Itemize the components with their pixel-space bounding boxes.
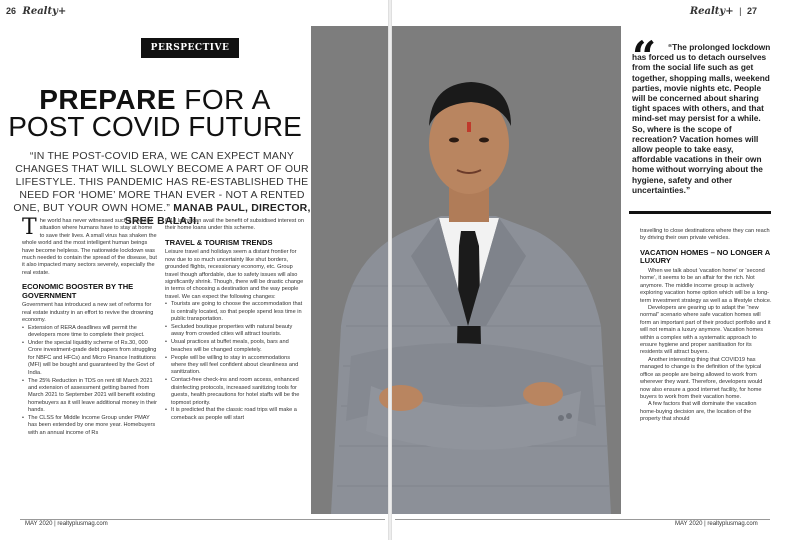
- vacation-paragraph-3: Another interesting thing that COVID19 has managed to change is the definition of the typical office as people are being allowed to work from wherever they want. Therefore, developers would now also ensure a good internet facility, for home buyers to work from their vacation home.: [640, 356, 763, 400]
- pull-quote-block: [632, 32, 772, 195]
- vacation-paragraph-4: A few factors that will dominate the vacation home-buying decision are, the location of the property that should: [640, 401, 757, 423]
- right-page-header: [690, 6, 757, 17]
- list-item: • Under the special liquidity scheme of Rs.30, 000 Crore investment-grade debt papers from struggling for NBFC and HFCs) and Micro Finance Institutions (MFI) will be bought and guaranteed by the Govt of India.: [22, 340, 158, 377]
- travel-paragraph: Leisure travel and holidays seem a distant frontier for now due to so much uncertainty like shut borders, grounded flights, recessionary economy, etc. Group travel though affordable, due to safety issues will also significantly shrink. Though, there will be drastic change in terms of choosing a destination and the way people travel. We can expect the following changes:: [165, 249, 304, 300]
- article-column-3: [640, 228, 772, 424]
- continued-paragraph-right: travelling to close destinations where they can reach by driving their own private vehicles.: [640, 228, 770, 242]
- left-footer-text: MAY 2020 | realtyplusmag.com: [25, 521, 108, 527]
- intro-paragraph: he world has never witnessed such a peculiar situation where humans have to stay at home to save their lives. A small virus has shaken the whole world and the most intelligent human beings have become helpless. The nationwide lockdown was much needed to contain the spread of the disease, but it also impacted many sectors severely, especially the real estate.: [22, 218, 157, 276]
- title-bold-word: PREPARE: [39, 84, 176, 115]
- left-brand-logo: Realty+: [22, 6, 67, 17]
- right-page-number: 27: [746, 6, 757, 16]
- section-banner: PERSPECTIVE: [141, 38, 239, 58]
- list-item: • Secluded boutique properties with natural beauty away from crowded cities will attract tourists.: [165, 324, 305, 339]
- left-page-header: [6, 6, 66, 17]
- lead-quote: [12, 150, 312, 228]
- right-footer-text: MAY 2020 | realtyplusmag.com: [675, 521, 758, 527]
- left-page-number: 26: [6, 6, 17, 16]
- portrait-illustration: [311, 26, 621, 514]
- continued-paragraph: 6-18 lakhs can avail the benefit of subsidised interest on their home loans under this scheme.: [165, 218, 304, 232]
- economic-paragraph: Government has introduced a new set of reforms for real estate industry in an effort to revive the drowning economy.: [22, 302, 154, 324]
- section-heading-economic: ECONOMIC BOOSTER BY THE GOVERNMENT: [22, 282, 134, 300]
- list-item: • The CLSS for Middle Income Group under PMAY has been extended by one more year. Homebuyers with an annual income of Rs: [22, 415, 158, 437]
- pull-quote-rule: [629, 211, 771, 214]
- article-column-1: [22, 215, 158, 438]
- vacation-paragraph-1: When we talk about ‘vacation home’ or ‘second home’, it seems to be an affair for the rich. Not anymore. The middle income group is actively exploring vacation home option which will be a long-term investment strategy as well as a lifestyle choice.: [640, 268, 772, 304]
- economic-bullet-list: [22, 325, 158, 438]
- quote-mark-icon: “: [632, 32, 657, 81]
- drop-cap: T: [22, 215, 37, 240]
- portrait-photo: [311, 26, 621, 514]
- lead-quote-text: “IN THE POST-COVID ERA, WE CAN EXPECT MANY CHANGES THAT WILL SLOWLY BECOME A PART OF OUR LIFESTYLE. THIS PANDEMIC HAS RE-ESTABLISHED THE NEED FOR ‘HOME’ MORE THAN EVER - NOT A RENTED ONE, BUT YOUR OWN HOME.”: [13, 150, 309, 214]
- list-item: • People will be willing to stay in accommodations where they will feel confident about cleanliness and sanitization.: [165, 355, 305, 377]
- article-column-2: [165, 218, 305, 423]
- list-item: • Extension of RERA deadlines will permit the developers more time to complete their project.: [22, 325, 158, 340]
- travel-bullet-list: [165, 301, 305, 422]
- list-item: • The 25% Reduction in TDS on rent till March 2021 and extension of assessment getting barred from March 2021 to September 2021 will benefit existing homebuyers as it will leave additional money in their hands.: [22, 378, 158, 415]
- pull-quote-content: “The prolonged lockdown has forced us to detach ourselves from the social life such as get together, shopping malls, weekend parties, movie nights etc. People will be concerned about sharing tight spaces with others, and that mind-set may persist for a while. So, where is the scope of recreation? Vacation homes will allow people to take easy, affordable vacations in their own home without worrying about the hygiene, safety and other uncertainties.”: [632, 42, 771, 195]
- title-rest: FOR A: [184, 84, 271, 115]
- section-heading-vacation: VACATION HOMES – NO LONGER A LUXURY: [640, 247, 770, 266]
- list-item: • Contact-free check-ins and room access, enhanced disinfecting protocols, increased sanitizing tools for guests, health precautions for hotel staffs will be the topmost priority.: [165, 377, 305, 407]
- article-title-line2: POST COVID FUTURE: [8, 111, 302, 142]
- lead-quote-author: MANAB PAUL, DIRECTOR, SREE BALAJI.: [124, 202, 311, 227]
- section-heading-travel: TRAVEL & TOURISM TRENDS: [165, 237, 273, 247]
- header-separator: |: [739, 6, 742, 16]
- list-item: • Usual practices at buffet meals, pools, bars and beaches will be changed completely.: [165, 339, 305, 354]
- page-gutter: [388, 0, 392, 540]
- right-brand-logo: Realty+: [689, 6, 734, 17]
- list-item: • It is predicted that the classic road trips will make a comeback as people will start: [165, 407, 305, 422]
- list-item: • Tourists are going to choose the accommodation that is centrally located, so that people spend less time in public transportation.: [165, 301, 305, 323]
- vacation-paragraph-2: Developers are gearing up to adapt the “new normal” scenario where safe vacation homes will form an important part of their product portfolio and it will not remain a luxury anymore. Vacation homes within a complex with a systematic approach to ensure hygiene and proper sanitisation for its residents will attract buyers.: [640, 305, 771, 356]
- article-title-line1: [0, 86, 310, 114]
